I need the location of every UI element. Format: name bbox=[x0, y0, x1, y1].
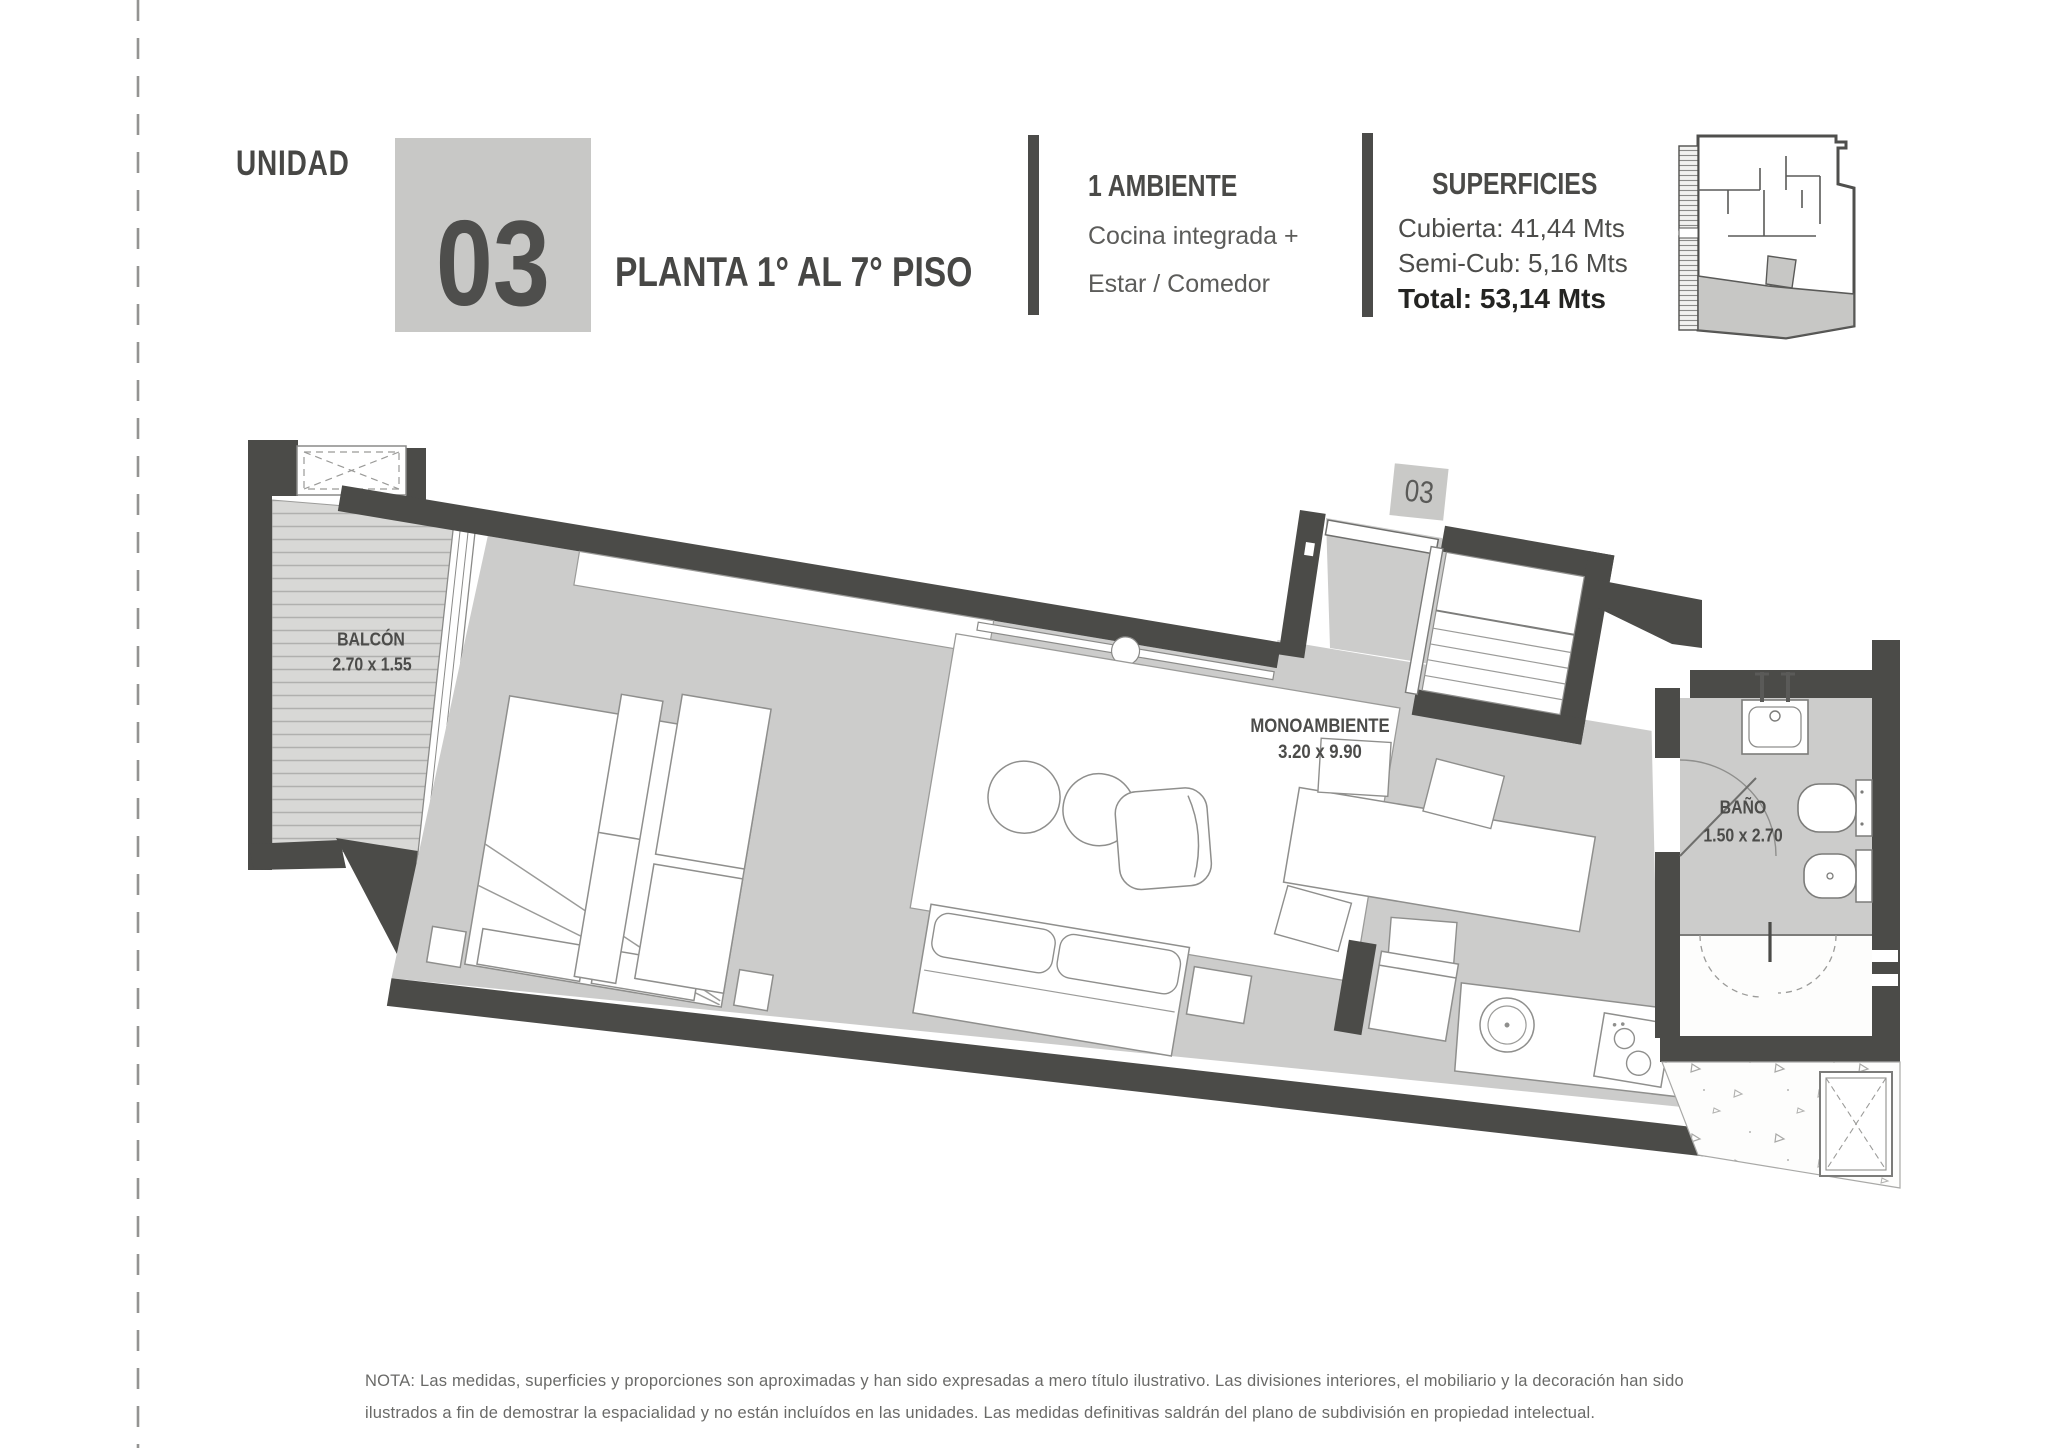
planta-title: PLANTA 1° AL 7° PISO bbox=[615, 248, 973, 295]
unidad-label bbox=[236, 144, 378, 184]
ambiente-title: 1 AMBIENTE bbox=[1088, 168, 1238, 203]
key-plan-thumbnail bbox=[1668, 128, 1870, 356]
superficies-semicub: Semi-Cub: 5,16 Mts bbox=[1398, 248, 1628, 278]
bathroom bbox=[1655, 640, 1900, 1064]
monoambiente-label: MONOAMBIENTE bbox=[1250, 716, 1390, 737]
unidad-text: UNIDAD bbox=[236, 144, 350, 183]
bathroom-dimensions: 1.50 x 2.70 bbox=[1703, 825, 1783, 846]
towel-niche bbox=[1872, 950, 1898, 962]
balcony-dimensions: 2.70 x 1.55 bbox=[332, 654, 412, 675]
patio bbox=[1662, 1062, 1900, 1188]
side-table bbox=[1186, 967, 1251, 1024]
monoambiente-dimensions: 3.20 x 9.90 bbox=[1278, 742, 1362, 763]
nightstand-right bbox=[734, 970, 773, 1011]
ambiente-line-2: Estar / Comedor bbox=[1088, 270, 1271, 298]
superficies-title: SUPERFICIES bbox=[1432, 166, 1598, 201]
armchair bbox=[1114, 786, 1213, 891]
unit-entry-tag: 03 bbox=[1389, 463, 1448, 520]
towel-niche bbox=[1872, 974, 1898, 986]
patio-planter bbox=[1820, 1072, 1892, 1176]
bidet bbox=[1804, 850, 1872, 902]
unit-number-badge bbox=[395, 138, 591, 332]
superficies-cubierta: Cubierta: 41,44 Mts bbox=[1398, 213, 1625, 243]
nightstand-left bbox=[427, 926, 466, 967]
header-divider bbox=[1362, 133, 1373, 317]
unit-number: 03 bbox=[435, 195, 550, 331]
toilet bbox=[1798, 780, 1872, 836]
entry-closet bbox=[1402, 524, 1615, 745]
connector-wall bbox=[1598, 580, 1702, 648]
bathroom-label: BAÑO bbox=[1719, 797, 1767, 818]
shower-area bbox=[1680, 935, 1872, 1037]
entry-jamb-wall bbox=[1278, 510, 1325, 658]
ambiente-line-1: Cocina integrada + bbox=[1088, 222, 1299, 250]
superficies-total: Total: 53,14 Mts bbox=[1398, 283, 1606, 314]
kitchen-cabinet bbox=[1369, 951, 1459, 1041]
header-divider bbox=[1028, 135, 1039, 315]
door-hinge-notch bbox=[1304, 542, 1315, 556]
balcony-bottom-wall bbox=[248, 840, 346, 870]
facade-wall bbox=[248, 440, 272, 870]
balcony-label: BALCÓN bbox=[337, 629, 405, 650]
disclaimer-note: NOTA: Las medidas, superficies y proporciones son aproximadas y han sido expresadas a mero título ilustrativo. Las divisiones interiores, el mobiliario y la decoración han sido ilustrados a fin de demostrar la espacialidad y no están incluídos en las unidades. Las medidas definitivas saldrán del plano de subdivisión en propiedad intelectual. bbox=[365, 1372, 1684, 1422]
